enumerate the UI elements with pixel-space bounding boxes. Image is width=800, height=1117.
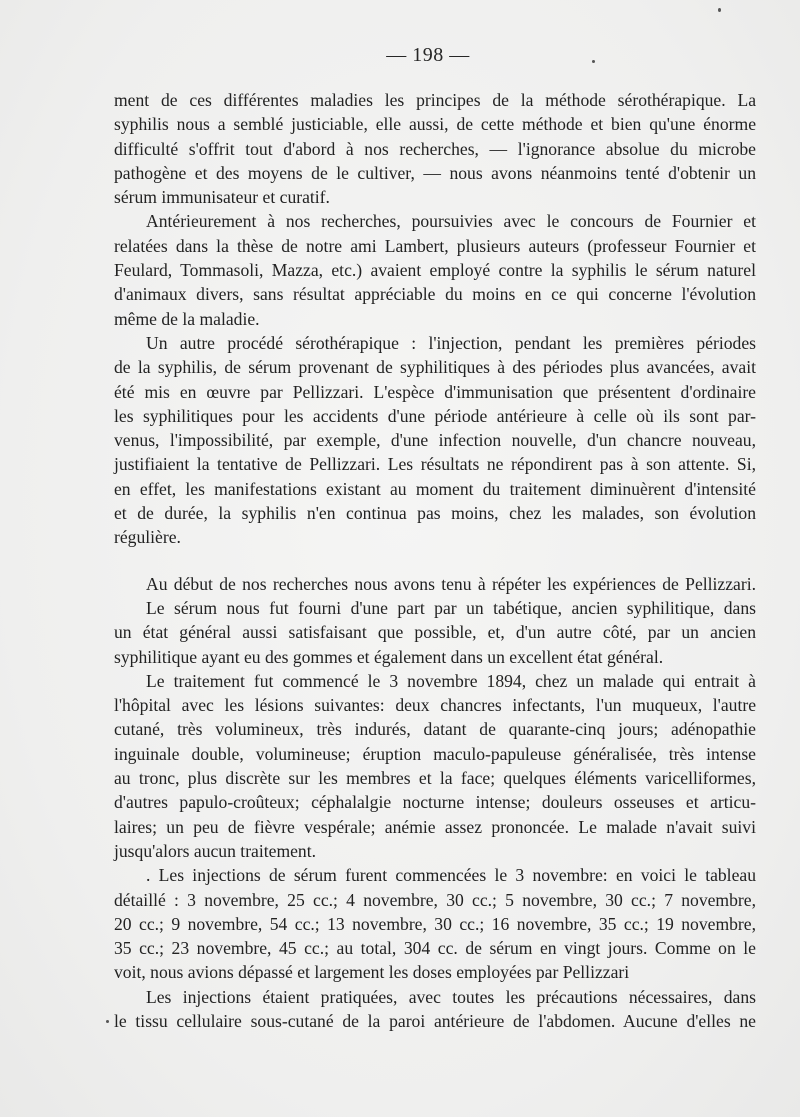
text-line: un état général aussi satisfaisant que possible, et, d'un autre côté, par un ancien	[114, 622, 756, 643]
text-line: été mis en œuvre par Pellizzari. L'espèce d'immunisation que présentent d'ordinaire	[114, 381, 756, 402]
text-line: ment de ces différentes maladies les principes de la méthode sérothérapique. La	[114, 90, 756, 110]
text-line: justifiaient la tentative de Pellizzari. Les résultats ne répondirent pas à son attente. Si,	[114, 454, 756, 475]
body-text	[114, 88, 756, 1033]
text-line: de la syphilis, de sérum provenant de syphilitiques à des périodes plus avancées, avait	[114, 357, 756, 378]
text-line: Antérieurement à nos recherches, poursuivies avec le concours de Fournier et	[146, 211, 756, 232]
text-line: difficulté s'offrit tout d'abord à nos recherches, — l'ignorance absolue du microbe	[114, 138, 756, 159]
text-line: 20 cc.; 9 novembre, 54 cc.; 13 novembre, 30 cc.; 16 novembre, 35 cc.; 19 novembre,	[114, 913, 756, 934]
text-line: les syphilitiques pour les accidents d'une période antérieure à celle où ils sont par-	[114, 405, 756, 426]
ink-speck	[718, 8, 721, 12]
text-line: 35 cc.; 23 novembre, 45 cc.; au total, 304 cc. de sérum en vingt jours. Comme on le	[114, 938, 756, 959]
ink-speck	[106, 1020, 109, 1023]
text-line: Le sérum nous fut fourni d'une part par un tabétique, ancien syphilitique, dans	[146, 597, 756, 618]
text-line: régulière.	[114, 527, 181, 548]
text-line: . Les injections de sérum furent commencées le 3 novembre: en voici le tableau	[146, 865, 756, 886]
text-line: venus, l'impossibilité, par exemple, d'une infection nouvelle, d'un chancre nouveau,	[114, 430, 756, 451]
text-line: Le traitement fut commencé le 3 novembre 1894, chez un malade qui entrait à	[146, 670, 756, 691]
text-line: le tissu cellulaire sous-cutané de la paroi antérieure de l'abdomen. Aucune d'elles ne	[114, 1010, 756, 1031]
text-line: Les injections étaient pratiquées, avec toutes les précautions nécessaires, dans	[146, 986, 756, 1007]
text-line: d'autres papulo-croûteux; céphalalgie nocturne intense; douleurs osseuses et articu-	[114, 792, 756, 813]
text-line: inguinale double, volumineuse; éruption maculo-papuleuse généralisée, très intense	[114, 743, 756, 764]
text-line: sérum immunisateur et curatif.	[114, 187, 330, 208]
text-line: jusqu'alors aucun traitement.	[114, 840, 317, 861]
page-number: — 198 —	[386, 44, 470, 66]
text-line: pathogène et des moyens de le cultiver, — nous avons néanmoins tenté d'obtenir un	[114, 162, 756, 183]
text-line: Au début de nos recherches nous avons tenu à répéter les expériences de Pellizzari.	[146, 573, 756, 594]
text-line: détaillé : 3 novembre, 25 cc.; 4 novembre, 30 cc.; 5 novembre, 30 cc.; 7 novembre,	[114, 889, 756, 910]
text-line: Feulard, Tommasoli, Mazza, etc.) avaient employé contre la syphilis le sérum naturel	[114, 260, 756, 281]
text-line: en effet, les manifestations existant au moment du traitement diminuèrent d'intensité	[114, 478, 756, 499]
text-line: cutané, très volumineux, très indurés, datant de quarante-cinq jours; adénopathie	[114, 719, 756, 740]
text-line: et de durée, la syphilis n'en continua pas moins, chez les malades, son évolution	[114, 503, 756, 524]
text-line: syphilis nous a semblé justiciable, elle aussi, de cette méthode et bien qu'une énorme	[114, 114, 756, 135]
text-line: même de la maladie.	[114, 308, 260, 329]
text-line: Un autre procédé sérothérapique : l'injection, pendant les premières périodes	[146, 332, 756, 353]
text-line: au tronc, plus discrète sur les membres et la face; quelques éléments varicelliformes,	[114, 768, 756, 789]
section-gap	[114, 550, 756, 572]
text-line: d'animaux divers, sans résultat appréciable du moins en ce qui concerne l'évolution	[114, 284, 756, 305]
text-line: voit, nous avions dépassé et largement les doses employées par Pellizzari	[114, 962, 630, 983]
text-line: laires; un peu de fièvre vespérale; anémie assez prononcée. Le malade n'avait suivi	[114, 816, 756, 837]
text-line: relatées dans la thèse de notre ami Lambert, plusieurs auteurs (professeur Fournier et	[114, 235, 756, 256]
text-line: l'hôpital avec les lésions suivantes: deux chancres infectants, l'un muqueux, l'autre	[114, 695, 756, 716]
text-line: syphilitique ayant eu des gommes et également dans un excellent état général.	[114, 646, 664, 667]
